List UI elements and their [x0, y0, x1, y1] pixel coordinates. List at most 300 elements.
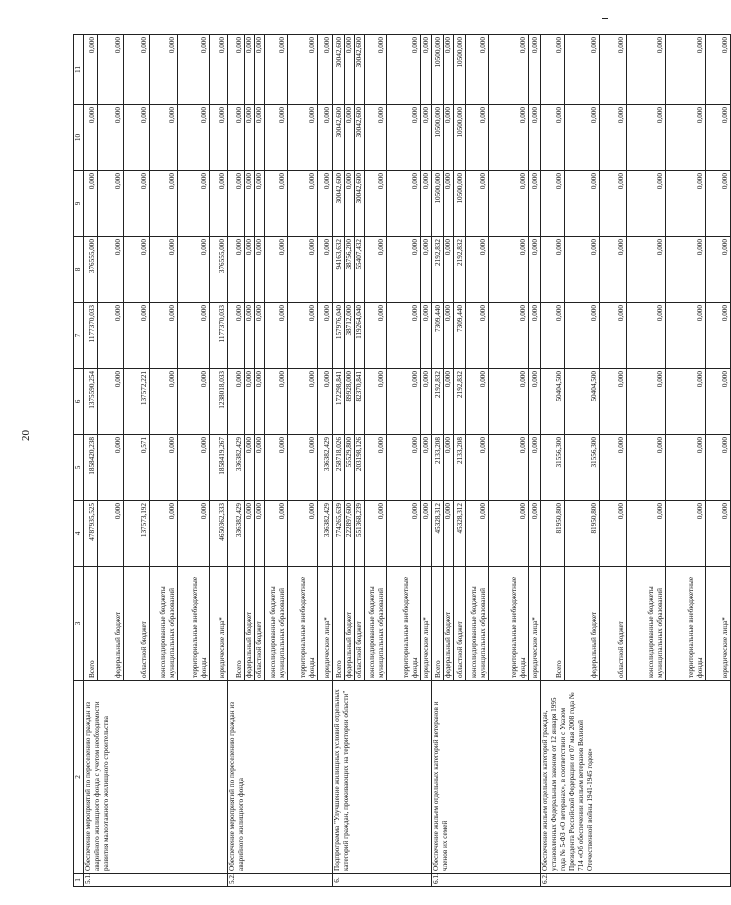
amount-cell: 172298,841 — [333, 369, 345, 435]
amount-cell: 10500,000 — [432, 171, 444, 237]
amount-cell: 2192,832 — [454, 369, 466, 435]
amount-cell: 0,000 — [255, 501, 265, 567]
funding-source-label: Всего — [228, 567, 245, 681]
amount-cell: 0,000 — [466, 369, 489, 435]
section-title: Обеспечение жильем отдельных категорий ветеранов и членов их семей — [432, 681, 541, 874]
amount-cell: 0,000 — [124, 237, 150, 303]
amount-cell: 0,000 — [666, 237, 706, 303]
amount-cell: 0,000 — [387, 105, 421, 171]
amount-cell: 0,000 — [318, 369, 333, 435]
amount-cell: 0,000 — [666, 171, 706, 237]
amount-cell: 2133,208 — [432, 435, 444, 501]
funding-source-label: юридические лица* — [421, 567, 432, 681]
amount-cell: 0,000 — [178, 237, 210, 303]
amount-cell: 0,000 — [150, 501, 178, 567]
amount-cell: 0,000 — [365, 303, 387, 369]
section-title: Подпрограмма "Улучшение жилищных условий отдельных категорий граждан, проживающих на территории области" — [333, 681, 432, 874]
amount-cell: 0,000 — [318, 105, 333, 171]
amount-cell: 336382,429 — [228, 501, 245, 567]
funding-source-label: Всего — [333, 567, 345, 681]
amount-cell: 0,000 — [178, 105, 210, 171]
funding-source-label: консолидированные бюджеты муниципальных образований — [150, 567, 178, 681]
amount-cell: 0,000 — [706, 105, 731, 171]
amount-cell: 2192,832 — [432, 237, 444, 303]
budget-table — [73, 34, 731, 887]
amount-cell: 0,000 — [210, 171, 228, 237]
amount-cell: 0,000 — [444, 35, 454, 105]
amount-cell: 0,000 — [489, 35, 529, 105]
table-row — [333, 35, 345, 887]
amount-cell: 0,000 — [228, 303, 245, 369]
table-row — [432, 35, 444, 887]
amount-cell: 0,000 — [210, 35, 228, 105]
amount-cell: 1858419,267 — [210, 435, 228, 501]
amount-cell: 0,000 — [627, 35, 666, 105]
amount-cell: 0,000 — [541, 35, 565, 105]
funding-source-label: областной бюджет — [600, 567, 627, 681]
amount-cell: 0,000 — [421, 171, 432, 237]
amount-cell: 0,000 — [365, 435, 387, 501]
column-number-7: 7 — [74, 303, 84, 369]
amount-cell: 0,000 — [178, 35, 210, 105]
amount-cell: 0,000 — [318, 171, 333, 237]
amount-cell: 336382,429 — [318, 435, 333, 501]
amount-cell: 0,000 — [444, 435, 454, 501]
funding-source-label: юридические лица* — [529, 567, 541, 681]
amount-cell: 0,000 — [387, 501, 421, 567]
section-number: 5.2. — [228, 874, 333, 887]
amount-cell: 0,000 — [489, 435, 529, 501]
amount-cell: 0,000 — [365, 237, 387, 303]
amount-cell: 0,000 — [150, 105, 178, 171]
amount-cell: 0,000 — [255, 171, 265, 237]
amount-cell: 0,000 — [265, 501, 288, 567]
amount-cell: 0,000 — [150, 171, 178, 237]
amount-cell: 0,000 — [666, 105, 706, 171]
amount-cell: 0,000 — [255, 35, 265, 105]
amount-cell: 50404,500 — [541, 369, 565, 435]
amount-cell: 45328,312 — [432, 501, 444, 567]
amount-cell: 0,000 — [178, 171, 210, 237]
section-title: Обеспечение мероприятий по переселению граждан из аварийного жилищного фонда с учетом необходимости развития малоэтажного жилищного строительства — [84, 681, 228, 874]
amount-cell: 0,000 — [421, 105, 432, 171]
amount-cell: 0,000 — [98, 435, 124, 501]
amount-cell: 0,000 — [98, 35, 124, 105]
amount-cell: 0,000 — [150, 369, 178, 435]
amount-cell: 0,000 — [627, 501, 666, 567]
funding-source-label: Всего — [541, 567, 565, 681]
amount-cell: 0,000 — [600, 303, 627, 369]
amount-cell: 0,000 — [421, 435, 432, 501]
amount-cell: 0,000 — [98, 105, 124, 171]
amount-cell: 0,000 — [265, 35, 288, 105]
amount-cell: 0,000 — [150, 435, 178, 501]
amount-cell: 0,000 — [345, 171, 355, 237]
amount-cell: 0,000 — [255, 303, 265, 369]
amount-cell: 10500,000 — [454, 105, 466, 171]
amount-cell: 10500,000 — [454, 35, 466, 105]
amount-cell: 0,000 — [210, 105, 228, 171]
amount-cell: 1238018,033 — [210, 369, 228, 435]
amount-cell: 0,000 — [565, 105, 600, 171]
amount-cell: 38712,000 — [345, 303, 355, 369]
amount-cell: 0,000 — [466, 105, 489, 171]
amount-cell: 0,000 — [466, 501, 489, 567]
amount-cell: 0,000 — [565, 237, 600, 303]
amount-cell: 0,000 — [541, 237, 565, 303]
amount-cell: 94163,632 — [333, 237, 345, 303]
amount-cell: 0,000 — [255, 435, 265, 501]
funding-source-label: территориальные внебюджетные фонды — [489, 567, 529, 681]
amount-cell: 0,000 — [365, 369, 387, 435]
amount-cell: 0,000 — [489, 369, 529, 435]
funding-source-label: территориальные внебюджетные фонды — [387, 567, 421, 681]
amount-cell: 0,000 — [387, 171, 421, 237]
amount-cell: 0,000 — [178, 369, 210, 435]
amount-cell: 0,000 — [600, 237, 627, 303]
amount-cell: 0,000 — [600, 105, 627, 171]
funding-source-label: федеральный бюджет — [245, 567, 255, 681]
funding-source-label: консолидированные бюджеты муниципальных образований — [466, 567, 489, 681]
amount-cell: 0,000 — [178, 501, 210, 567]
amount-cell: 82370,841 — [355, 369, 365, 435]
amount-cell: 0,000 — [600, 501, 627, 567]
amount-cell: 0,000 — [529, 237, 541, 303]
amount-cell: 0,000 — [150, 35, 178, 105]
amount-cell: 0,000 — [265, 303, 288, 369]
amount-cell: 0,000 — [529, 35, 541, 105]
amount-cell: 0,000 — [600, 369, 627, 435]
funding-source-label: областной бюджет — [454, 567, 466, 681]
column-number-10: 10 — [74, 105, 84, 171]
funding-source-label: федеральный бюджет — [345, 567, 355, 681]
amount-cell: 336382,429 — [318, 501, 333, 567]
amount-cell: 0,000 — [245, 435, 255, 501]
amount-cell: 0,000 — [444, 237, 454, 303]
amount-cell: 0,000 — [444, 303, 454, 369]
amount-cell: 81950,800 — [541, 501, 565, 567]
amount-cell: 0,000 — [245, 171, 255, 237]
amount-cell: 0,000 — [365, 35, 387, 105]
amount-cell: 0,000 — [529, 369, 541, 435]
amount-cell: 0,000 — [666, 501, 706, 567]
amount-cell: 0,000 — [288, 105, 318, 171]
amount-cell: 30042,600 — [355, 171, 365, 237]
amount-cell: 0,000 — [288, 237, 318, 303]
funding-source-label: юридические лица* — [706, 567, 731, 681]
amount-cell: 1177370,033 — [210, 303, 228, 369]
amount-cell: 0,000 — [421, 303, 432, 369]
amount-cell: 31556,300 — [541, 435, 565, 501]
amount-cell: 0,000 — [150, 237, 178, 303]
amount-cell: 0,000 — [466, 35, 489, 105]
amount-cell: 7309,440 — [454, 303, 466, 369]
amount-cell: 0,000 — [421, 369, 432, 435]
amount-cell: 0,000 — [124, 105, 150, 171]
amount-cell: 4787935,525 — [84, 501, 98, 567]
column-number-3: 3 — [74, 567, 84, 681]
header-row — [74, 35, 84, 887]
section-number: 6.1. — [432, 874, 541, 887]
amount-cell: 0,000 — [124, 303, 150, 369]
amount-cell: 4650362,333 — [210, 501, 228, 567]
amount-cell: 0,000 — [627, 369, 666, 435]
table-row — [541, 35, 565, 887]
amount-cell: 1177370,033 — [84, 303, 98, 369]
section-title: Обеспечение мероприятий по переселению граждан из аварийного жилищного фонда — [228, 681, 333, 874]
amount-cell: 0,000 — [444, 369, 454, 435]
column-number-1: 1 — [74, 874, 84, 887]
amount-cell: 0,000 — [288, 435, 318, 501]
amount-cell: 30042,600 — [355, 35, 365, 105]
funding-source-label: консолидированные бюджеты муниципальных образований — [365, 567, 387, 681]
amount-cell: 0,000 — [98, 369, 124, 435]
amount-cell: 0,000 — [600, 35, 627, 105]
amount-cell: 0,000 — [387, 369, 421, 435]
amount-cell: 0,000 — [541, 171, 565, 237]
amount-cell: 1858420,238 — [84, 435, 98, 501]
funding-source-label: юридические лица* — [210, 567, 228, 681]
amount-cell: 0,000 — [466, 237, 489, 303]
amount-cell: 0,000 — [265, 369, 288, 435]
table-body — [84, 35, 731, 887]
funding-source-label: федеральный бюджет — [444, 567, 454, 681]
amount-cell: 0,000 — [706, 303, 731, 369]
amount-cell: 10500,000 — [454, 171, 466, 237]
funding-source-label: федеральный бюджет — [565, 567, 600, 681]
amount-cell: 0,000 — [466, 303, 489, 369]
amount-cell: 0,000 — [124, 35, 150, 105]
amount-cell: 0,000 — [387, 237, 421, 303]
amount-cell: 0,000 — [565, 35, 600, 105]
amount-cell: 336382,429 — [228, 435, 245, 501]
amount-cell: 2133,208 — [454, 435, 466, 501]
amount-cell: 0,000 — [387, 35, 421, 105]
amount-cell: 0,000 — [421, 501, 432, 567]
amount-cell: 222897,600 — [345, 501, 355, 567]
amount-cell: 30042,600 — [333, 171, 345, 237]
amount-cell: 376555,000 — [210, 237, 228, 303]
amount-cell: 774265,639 — [333, 501, 345, 567]
amount-cell: 0,000 — [245, 369, 255, 435]
amount-cell: 0,000 — [245, 303, 255, 369]
amount-cell: 0,000 — [387, 303, 421, 369]
amount-cell: 0,000 — [529, 105, 541, 171]
amount-cell: 31556,300 — [565, 435, 600, 501]
amount-cell: 0,000 — [541, 303, 565, 369]
amount-cell: 50404,500 — [565, 369, 600, 435]
amount-cell: 1375590,254 — [84, 369, 98, 435]
amount-cell: 137572,221 — [124, 369, 150, 435]
amount-cell: 157976,040 — [333, 303, 345, 369]
amount-cell: 0,000 — [365, 171, 387, 237]
amount-cell: 0,000 — [288, 35, 318, 105]
amount-cell: 0,000 — [288, 501, 318, 567]
amount-cell: 0,000 — [444, 501, 454, 567]
amount-cell: 0,000 — [255, 369, 265, 435]
funding-source-label: консолидированные бюджеты муниципальных образований — [627, 567, 666, 681]
funding-source-label: территориальные внебюджетные фонды — [178, 567, 210, 681]
amount-cell: 89928,000 — [345, 369, 355, 435]
amount-cell: 0,000 — [489, 501, 529, 567]
funding-source-label: юридические лица* — [318, 567, 333, 681]
amount-cell: 0,000 — [98, 303, 124, 369]
amount-cell: 30042,600 — [333, 105, 345, 171]
amount-cell: 81950,800 — [565, 501, 600, 567]
amount-cell: 0,000 — [565, 303, 600, 369]
column-number-8: 8 — [74, 237, 84, 303]
amount-cell: 0,000 — [529, 435, 541, 501]
funding-source-label: федеральный бюджет — [98, 567, 124, 681]
amount-cell: 0,000 — [245, 105, 255, 171]
amount-cell: 0,000 — [706, 171, 731, 237]
amount-cell: 0,000 — [565, 171, 600, 237]
amount-cell: 0,000 — [706, 369, 731, 435]
amount-cell: 0,000 — [627, 105, 666, 171]
amount-cell: 0,000 — [178, 303, 210, 369]
table-header — [74, 35, 84, 887]
amount-cell: 0,000 — [228, 35, 245, 105]
rotated-table-container — [73, 35, 729, 887]
funding-source-label: областной бюджет — [124, 567, 150, 681]
amount-cell: 0,000 — [365, 105, 387, 171]
amount-cell: 0,000 — [666, 369, 706, 435]
amount-cell: 119264,040 — [355, 303, 365, 369]
amount-cell: 0,000 — [706, 237, 731, 303]
amount-cell: 0,000 — [489, 171, 529, 237]
amount-cell: 2192,832 — [454, 237, 466, 303]
column-number-2: 2 — [74, 681, 84, 874]
amount-cell: 0,000 — [421, 237, 432, 303]
funding-source-label: территориальные внебюджетные фонды — [288, 567, 318, 681]
amount-cell: 0,000 — [666, 303, 706, 369]
amount-cell: 0,000 — [265, 171, 288, 237]
funding-source-label: территориальные внебюджетные фонды — [666, 567, 706, 681]
amount-cell: 0,000 — [444, 105, 454, 171]
amount-cell: 0,000 — [706, 435, 731, 501]
funding-source-label: Всего — [432, 567, 444, 681]
amount-cell: 0,000 — [178, 435, 210, 501]
amount-cell: 0,000 — [345, 105, 355, 171]
amount-cell: 0,000 — [627, 171, 666, 237]
amount-cell: 0,000 — [627, 237, 666, 303]
amount-cell: 137573,192 — [124, 501, 150, 567]
funding-source-label: областной бюджет — [255, 567, 265, 681]
amount-cell: 45328,312 — [454, 501, 466, 567]
amount-cell: 0,000 — [245, 35, 255, 105]
page-number: 20 — [20, 430, 32, 441]
amount-cell: 0,000 — [489, 105, 529, 171]
amount-cell: 0,000 — [228, 237, 245, 303]
amount-cell: 0,000 — [84, 105, 98, 171]
amount-cell: 10500,000 — [432, 35, 444, 105]
amount-cell: 0,000 — [600, 435, 627, 501]
amount-cell: 0,000 — [255, 237, 265, 303]
amount-cell: 0,000 — [318, 303, 333, 369]
amount-cell: 0,000 — [421, 35, 432, 105]
amount-cell: 0,000 — [124, 171, 150, 237]
amount-cell: 0,000 — [98, 237, 124, 303]
amount-cell: 0,000 — [600, 171, 627, 237]
amount-cell: 55529,800 — [345, 435, 355, 501]
section-number: 6.2. — [541, 874, 731, 887]
amount-cell: 0,000 — [265, 105, 288, 171]
amount-cell: 0,000 — [318, 237, 333, 303]
amount-cell: 0,000 — [288, 171, 318, 237]
amount-cell: 0,000 — [318, 35, 333, 105]
amount-cell: 2192,832 — [432, 369, 444, 435]
amount-cell: 0,000 — [541, 105, 565, 171]
amount-cell: 0,000 — [245, 501, 255, 567]
amount-cell: 0,000 — [228, 105, 245, 171]
amount-cell: 38756,200 — [345, 237, 355, 303]
amount-cell: 0,000 — [489, 303, 529, 369]
column-number-5: 5 — [74, 435, 84, 501]
amount-cell: 0,000 — [288, 303, 318, 369]
amount-cell: 0,000 — [288, 369, 318, 435]
amount-cell: 0,000 — [529, 171, 541, 237]
amount-cell: 0,000 — [466, 435, 489, 501]
amount-cell: 0,000 — [228, 171, 245, 237]
column-number-6: 6 — [74, 369, 84, 435]
amount-cell: 0,000 — [228, 369, 245, 435]
funding-source-label: областной бюджет — [355, 567, 365, 681]
column-number-9: 9 — [74, 171, 84, 237]
amount-cell: 0,000 — [345, 35, 355, 105]
amount-cell: 0,000 — [255, 105, 265, 171]
amount-cell: 0,000 — [365, 501, 387, 567]
amount-cell: 0,000 — [529, 303, 541, 369]
amount-cell: 376555,000 — [84, 237, 98, 303]
amount-cell: 0,000 — [387, 435, 421, 501]
section-number: 5.1. — [84, 874, 228, 887]
amount-cell: 258718,026 — [333, 435, 345, 501]
amount-cell: 0,000 — [84, 171, 98, 237]
amount-cell: 0,000 — [265, 237, 288, 303]
section-title: Обеспечение жильем отдельных категорий граждан, установленных Федеральным законом от 12 января 1995 года № 5-ФЗ «О ветеранах», в соответствии с Указом Президента Российской Федерации от 07 мая 2008 года № 714 «Об обеспечении жильем ветеранов Великой Отечественной войны 1941-1945 годов» — [541, 681, 731, 874]
amount-cell: 0,571 — [124, 435, 150, 501]
amount-cell: 0,000 — [466, 171, 489, 237]
funding-source-label: Всего — [84, 567, 98, 681]
column-number-4: 4 — [74, 501, 84, 567]
funding-source-label: консолидированные бюджеты муниципальных образований — [265, 567, 288, 681]
amount-cell: 0,000 — [150, 303, 178, 369]
amount-cell: 55407,432 — [355, 237, 365, 303]
amount-cell: 0,000 — [666, 435, 706, 501]
amount-cell: 551368,239 — [355, 501, 365, 567]
amount-cell: 0,000 — [666, 35, 706, 105]
margin-dash — [602, 18, 608, 19]
amount-cell: 0,000 — [444, 171, 454, 237]
amount-cell: 30042,600 — [333, 35, 345, 105]
amount-cell: 0,000 — [706, 501, 731, 567]
amount-cell: 0,000 — [489, 237, 529, 303]
table-row — [84, 35, 98, 887]
table-row — [228, 35, 245, 887]
amount-cell: 0,000 — [245, 237, 255, 303]
amount-cell: 0,000 — [706, 35, 731, 105]
amount-cell: 0,000 — [627, 435, 666, 501]
amount-cell: 0,000 — [265, 435, 288, 501]
column-number-11: 11 — [74, 35, 84, 105]
amount-cell: 203198,126 — [355, 435, 365, 501]
amount-cell: 0,000 — [84, 35, 98, 105]
amount-cell: 7309,440 — [432, 303, 444, 369]
amount-cell: 0,000 — [98, 501, 124, 567]
amount-cell: 0,000 — [627, 303, 666, 369]
amount-cell: 10500,000 — [432, 105, 444, 171]
amount-cell: 0,000 — [98, 171, 124, 237]
